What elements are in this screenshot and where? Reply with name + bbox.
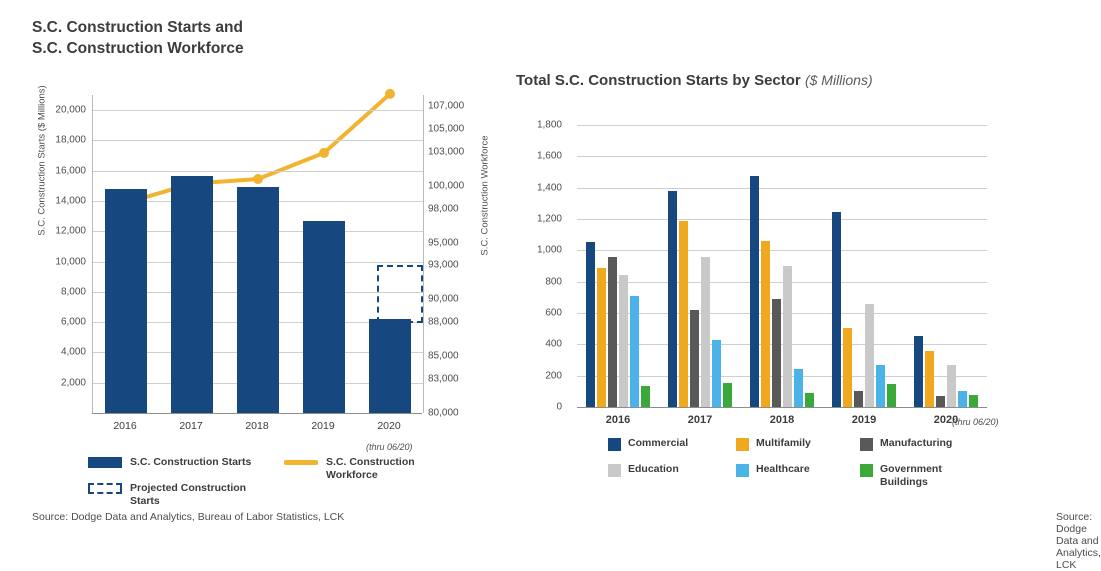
left-y2-tick-label: 85,000 [428, 350, 459, 362]
left-y-axis-title: S.C. Construction Starts ($ Millions) [36, 85, 48, 236]
left-gridline [93, 140, 423, 141]
left-thru-note: (thru 06/20) [366, 442, 413, 452]
right-x-tick-label: 2016 [605, 414, 631, 426]
starts-bar [171, 176, 213, 413]
sector-swatch-icon [860, 438, 873, 451]
right-y-tick-label: 600 [545, 307, 562, 319]
right-y-tick-label: 1,600 [536, 150, 562, 162]
right-x-axis [577, 407, 987, 408]
right-x-tick-label: 2017 [687, 414, 713, 426]
legend-label-workforce [326, 456, 415, 482]
left-y-tick-label: 12,000 [55, 225, 86, 237]
sector-bar [679, 221, 688, 407]
sector-bar [690, 310, 699, 407]
left-x-tick-label: 2019 [311, 420, 335, 432]
left-y2-tick-label: 95,000 [428, 237, 459, 249]
legend-label-workforce-line1: S.C. Construction [326, 456, 415, 468]
sector-bar [630, 296, 639, 407]
right-x-tick-label: 2020 [933, 414, 959, 426]
left-chart-title-line1: S.C. Construction Starts and [32, 19, 243, 36]
left-y-tick-label: 20,000 [55, 104, 86, 116]
left-x-tick-label: 2016 [113, 420, 137, 432]
sector-bar [958, 391, 967, 407]
right-source-note: Source: Dodge Data and Analytics, LCK [1056, 511, 1101, 571]
sector-bar [701, 257, 710, 407]
legend-label: Commercial [628, 437, 689, 449]
sector-bar [805, 393, 814, 407]
sector-bar [641, 386, 650, 407]
left-plot-area [92, 95, 424, 413]
right-thru-note: (thru 06/20) [952, 417, 999, 427]
legend-label-workforce-line2: Workforce [326, 469, 378, 482]
legend-item-workforce [284, 456, 415, 482]
starts-bar [369, 319, 411, 413]
legend-item-projected [88, 482, 246, 508]
right-y-tick-label: 800 [545, 276, 562, 288]
sector-bar [914, 336, 923, 407]
left-secondary-y-axis-labels [428, 95, 484, 419]
workforce-line-swatch-icon [284, 460, 318, 465]
sector-bar [586, 242, 595, 407]
left-chart-title [32, 18, 362, 60]
sector-bar [969, 395, 978, 407]
right-y-tick-label: 1,800 [536, 119, 562, 131]
right-chart-title [516, 72, 873, 89]
legend-label-projected-line1: Projected Construction [130, 482, 247, 494]
legend-label: Education [628, 463, 679, 475]
starts-bar [105, 189, 147, 413]
right-gridline [577, 219, 987, 220]
right-y-tick-label: 200 [545, 370, 562, 382]
legend-label-projected [130, 482, 246, 508]
right-chart-panel [500, 0, 1101, 571]
right-y-tick-label: 0 [556, 401, 562, 413]
projected-starts-bar [377, 265, 423, 324]
legend-label: Multifamily [756, 437, 811, 449]
left-y-tick-label: 4,000 [60, 346, 86, 358]
sector-bar [750, 176, 759, 407]
right-y-tick-label: 400 [545, 338, 562, 350]
sector-bar [668, 191, 677, 407]
left-y-tick-label: 8,000 [60, 286, 86, 298]
sector-swatch-icon [736, 464, 749, 477]
right-plot-area [577, 125, 987, 407]
right-gridline [577, 188, 987, 189]
sector-bar [712, 340, 721, 407]
left-source-note: Source: Dodge Data and Analytics, Bureau of Labor Statistics, LCK [32, 511, 345, 523]
sector-bar [854, 391, 863, 407]
left-y2-tick-label: 83,000 [428, 373, 459, 385]
legend-item-healthcare [736, 463, 810, 477]
legend-label-projected-line2: Starts [130, 495, 160, 508]
legend-item-multifamily [736, 437, 811, 451]
sector-bar [597, 268, 606, 407]
starts-swatch-icon [88, 457, 122, 468]
sector-swatch-icon [736, 438, 749, 451]
right-x-tick-label: 2018 [769, 414, 795, 426]
right-gridline [577, 282, 987, 283]
sector-bar [832, 212, 841, 407]
legend-item-government-buildings [860, 463, 942, 488]
right-x-tick-label: 2019 [851, 414, 877, 426]
legend-label: Healthcare [756, 463, 810, 475]
sector-bar [936, 396, 945, 407]
sector-bar [947, 365, 956, 407]
right-gridline [577, 250, 987, 251]
left-y2-tick-label: 93,000 [428, 259, 459, 271]
sector-bar [865, 304, 874, 407]
sector-bar [794, 369, 803, 407]
sector-bar [783, 266, 792, 407]
left-y-tick-label: 2,000 [60, 377, 86, 389]
sector-bar [761, 241, 770, 407]
left-y2-tick-label: 100,000 [428, 180, 465, 192]
projected-swatch-icon [88, 483, 122, 494]
legend-item-starts [88, 456, 251, 469]
left-y-tick-label: 18,000 [55, 134, 86, 146]
right-y-tick-label: 1,000 [536, 244, 562, 256]
right-gridline [577, 156, 987, 157]
sector-bar [619, 275, 628, 407]
right-gridline [577, 125, 987, 126]
left-y-tick-label: 10,000 [55, 256, 86, 268]
left-y2-tick-label: 107,000 [428, 100, 465, 112]
left-x-tick-label: 2020 [377, 420, 401, 432]
left-x-tick-label: 2017 [179, 420, 203, 432]
left-chart-panel [0, 0, 500, 531]
sector-bar [608, 257, 617, 407]
legend-label: Manufacturing [880, 437, 953, 449]
left-x-tick-label: 2018 [245, 420, 269, 432]
left-y2-tick-label: 90,000 [428, 293, 459, 305]
sector-bar [772, 299, 781, 407]
starts-bar [237, 187, 279, 413]
sector-swatch-icon [608, 464, 621, 477]
left-y2-tick-label: 103,000 [428, 146, 465, 158]
left-y-tick-label: 6,000 [60, 316, 86, 328]
right-y-tick-label: 1,200 [536, 213, 562, 225]
left-chart-title-line2: S.C. Construction Workforce [32, 39, 244, 57]
sector-swatch-icon [860, 464, 873, 477]
right-chart-title-text: Total S.C. Construction Starts by Sector [516, 72, 801, 89]
sector-bar [887, 384, 896, 407]
left-y-tick-label: 14,000 [55, 195, 86, 207]
legend-item-education [608, 463, 679, 477]
legend-item-commercial [608, 437, 688, 451]
right-chart-title-units: ($ Millions) [804, 72, 873, 88]
sector-swatch-icon [608, 438, 621, 451]
sector-bar [925, 351, 934, 407]
sector-bar [843, 328, 852, 407]
left-y2-tick-label: 98,000 [428, 203, 459, 215]
left-gridline [93, 171, 423, 172]
left-secondary-y-axis-title: S.C. Construction Workforce [479, 135, 491, 256]
starts-bar [303, 221, 345, 413]
sector-bar [876, 365, 885, 407]
left-y2-tick-label: 105,000 [428, 123, 465, 135]
left-gridline [93, 110, 423, 111]
left-x-axis [92, 413, 422, 414]
left-y-tick-label: 16,000 [55, 165, 86, 177]
sector-bar [723, 383, 732, 407]
right-y-axis-labels [520, 119, 570, 413]
left-y2-tick-label: 80,000 [428, 407, 459, 419]
left-y2-tick-label: 88,000 [428, 316, 459, 328]
legend-label-starts: S.C. Construction Starts [130, 456, 252, 468]
right-y-tick-label: 1,400 [536, 182, 562, 194]
legend-label: Government Buildings [880, 463, 942, 488]
legend-item-manufacturing [860, 437, 952, 451]
